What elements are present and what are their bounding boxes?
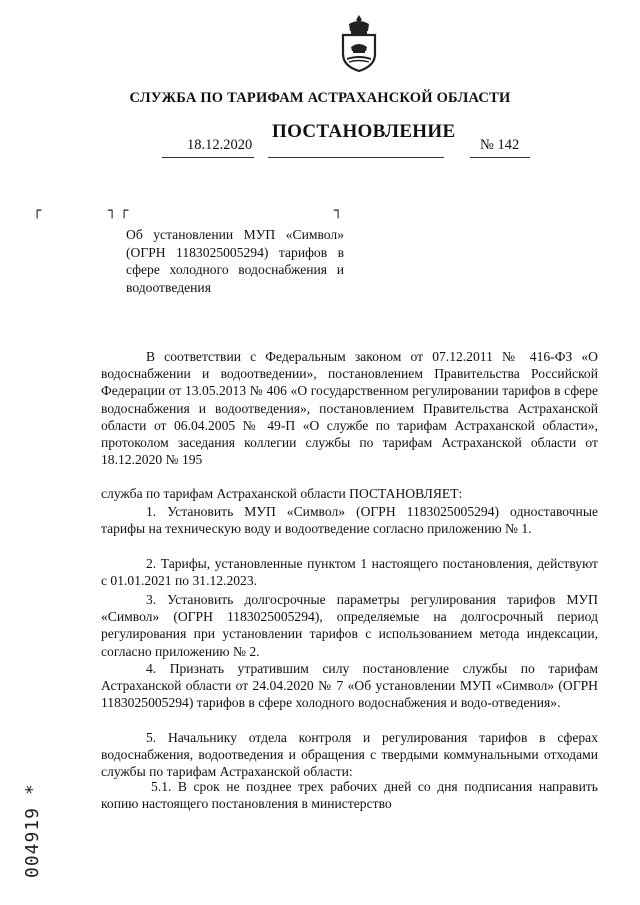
- coat-of-arms-icon: [337, 14, 381, 72]
- document-date: 18.12.2020: [187, 137, 253, 153]
- number-underline: [470, 157, 530, 158]
- item-2: 2. Тарифы, установленные пунктом 1 настоящего постановления, действуют с 01.01.2021 по 31.12.2023.: [101, 556, 598, 589]
- document-type-title: ПОСТАНОВЛЕНИЕ: [272, 121, 456, 142]
- item-3: 3. Установить долгосрочные параметры регулирования тарифов МУП «Символ» (ОГРН 1183025005294), определяемые на долгосрочный период регулирования при установлении тарифов с использованием метода индексации, согласно приложению № 2.: [101, 592, 598, 659]
- item-4: 4. Признать утратившим силу постановление службы по тарифам Астраханской области от 24.04.2020 № 7 «Об установлении МУП «Символ» (ОГРН 1183025005294) тарифов в сфере холодного водоснабжения и водо-отведения».: [101, 661, 598, 711]
- item-5: 5. Начальнику отдела контроля и регулирования тарифов в сферах водоснабжения, водоотведения и обращения с твердыми коммунальными отходами службы по тарифам Астраханской области:: [101, 730, 598, 780]
- document-subject: Об установлении МУП «Символ» (ОГРН 1183025005294) тарифов в сфере холодного водоснабжения и водоотведения: [126, 227, 344, 295]
- left-corner-mark: ┌: [33, 203, 42, 219]
- preamble-paragraph: В соответствии с Федеральным законом от 07.12.2011 № 416-ФЗ «О водоснабжении и водоотведении», постановлением Правительства Российской Федерации от 13.05.2013 № 406 «О государственном регулировании тарифов в сфере водоснабжения и водоотведения», постановлением Правительства Астраханской области от 06.04.2005 № 49-П «О службе по тарифам Астраханской области», протоколом заседания коллегии службы по тарифам Астраханской области от 18.12.2020 № 195: [101, 349, 598, 468]
- resolves-line: служба по тарифам Астраханской области ПОСТАНОВЛЯЕТ:: [101, 486, 463, 501]
- side-registration-stamp: [22, 738, 42, 878]
- title-underline: [268, 157, 444, 158]
- document-number: № 142: [480, 137, 520, 153]
- side-stamp-text: 004919 *: [22, 783, 43, 878]
- item-5-1: 5.1. В срок не позднее трех рабочих дней со дня подписания направить копию настоящего постановления в министерство: [101, 779, 598, 812]
- agency-name: СЛУЖБА ПО ТАРИФАМ АСТРАХАНСКОЙ ОБЛАСТИ: [129, 90, 511, 106]
- date-underline: [162, 157, 254, 158]
- subject-bracket-left-a: ┐: [108, 203, 117, 219]
- item-1: 1. Установить МУП «Символ» (ОГРН 1183025005294) одноставочные тарифы на техническую воду и водоотведение согласно приложению № 1.: [101, 504, 598, 537]
- subject-bracket-left-b: ┌: [120, 203, 129, 219]
- subject-bracket-right: ┐: [334, 203, 343, 219]
